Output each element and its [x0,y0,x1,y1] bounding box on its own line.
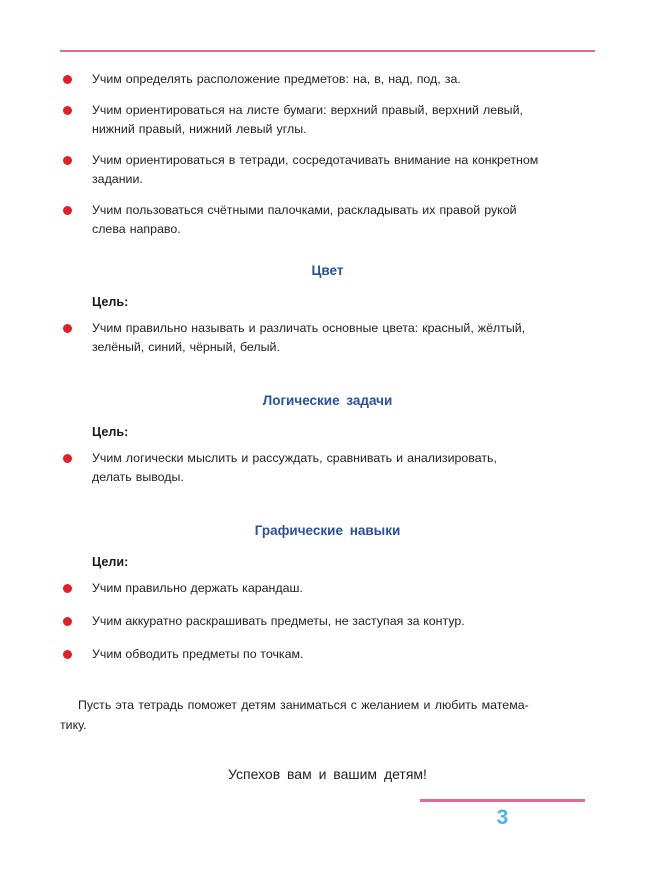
closing-wish: Успехов вам и вашим детям! [228,766,427,782]
list-item-line: Учим правильно держать карандаш. [92,581,303,595]
list-item [60,151,595,189]
bullet-dot-icon [63,617,72,626]
list-item-line: нижний правый, нижний левый углы. [92,122,307,136]
list-item-line: слева направо. [92,222,181,236]
list-item-line: Учим правильно называть и различать основные цвета: красный, жёлтый, [92,321,526,335]
list-item-line: Учим определять расположение предметов: на, в, над, под, за. [92,72,461,86]
bullet-dot-icon [63,106,72,115]
closing-paragraph-line-text: Пусть эта тетрадь поможет детям заниматься с желанием и любить матема- [78,698,529,712]
spacer [60,569,595,579]
list-item [60,612,595,631]
page-content [60,70,595,782]
spacer [60,408,595,425]
spacer [60,538,595,555]
list-item-line: делать выводы. [92,470,184,484]
list-item-line: Учим ориентироваться в тетради, сосредотачивать внимание на конкретном [92,153,539,167]
bullet-dot-icon [63,454,72,463]
closing-paragraph [60,695,595,735]
footer-divider-rule [420,799,585,802]
bullet-dot-icon [63,584,72,593]
spacer [60,759,595,766]
section-heading-logic-tasks: Логические задачи [262,393,393,408]
closing-paragraph-line [60,695,595,715]
list-item [60,201,595,239]
bullet-dot-icon [63,324,72,333]
list-item-line: задании. [92,172,143,186]
list-item [60,579,595,598]
bullet-dot-icon [63,156,72,165]
spacer [60,678,595,695]
spacer [60,239,595,263]
bullet-dot-icon [63,650,72,659]
list-item-line: Учим ориентироваться на листе бумаги: верхний правый, верхний левый, [92,103,523,117]
list-item-line: зелёный, синий, чёрный, белый. [92,340,280,354]
goal-label: Цель: [92,425,129,439]
list-item [60,449,595,487]
list-item [60,101,595,139]
spacer [60,369,595,393]
list-item-line: Учим пользоваться счётными палочками, раскладывать их правой рукой [92,203,517,217]
list-item-line: Учим обводить предметы по точкам. [92,647,304,661]
goal-label: Цель: [92,295,129,309]
bullet-dot-icon [63,75,72,84]
spacer [60,309,595,319]
closing-paragraph-line: тику. [60,718,87,732]
page-number: 3 [496,806,509,829]
section-heading-color: Цвет [311,263,344,278]
spacer [60,499,595,523]
spacer [60,439,595,449]
intro-bullet-list [60,70,595,239]
list-item-line: Учим аккуратно раскрашивать предметы, не заступая за контур. [92,614,465,628]
list-item [60,319,595,357]
list-item [60,645,595,664]
section-heading-graphic-skills: Графические навыки [254,523,401,538]
spacer [60,735,595,759]
list-item-line: Учим логически мыслить и рассуждать, сравнивать и анализировать, [92,451,497,465]
top-divider-rule [60,50,595,52]
spacer [60,278,595,295]
goals-label: Цели: [92,555,129,569]
list-item [60,70,595,89]
bullet-dot-icon [63,206,72,215]
